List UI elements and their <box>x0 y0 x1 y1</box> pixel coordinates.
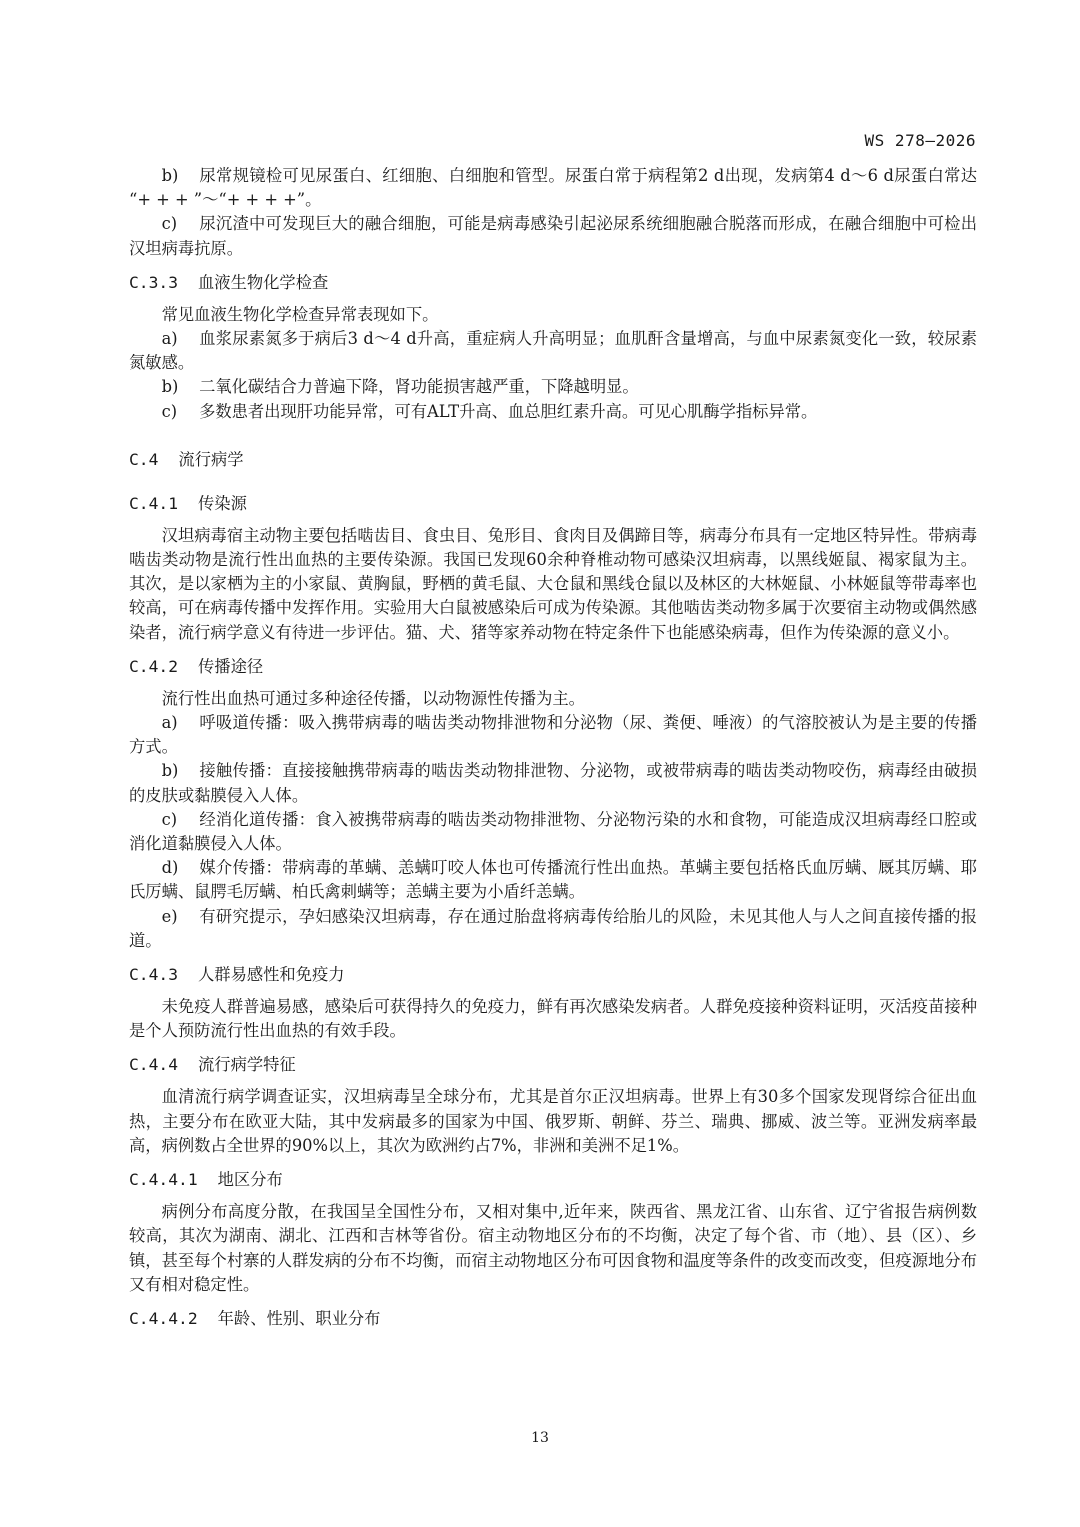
list-item <box>129 905 977 953</box>
paragraph: 汉坦病毒宿主动物主要包括啮齿目、食虫目、兔形目、食肉目及偶蹄目等，病毒分布具有一定地区特异性。带病毒啮齿类动物是流行性出血热的主要传染源。我国已发现60余种脊椎动物可感染汉坦病毒，以黑线姬鼠、褐家鼠为主。其次，是以家栖为主的小家鼠、黄胸鼠，野栖的黄毛鼠、大仓鼠和黑线仓鼠以及林区的大林姬鼠、小林姬鼠等带毒率也较高，可在病毒传播中发挥作用。实验用大白鼠被感染后可成为传染源。其他啮齿类动物多属于次要宿主动物或偶然感染者，流行病学意义有待进一步评估。猫、犬、猪等家养动物在特定条件下也能感染病毒，但作为传染源的意义小。 <box>129 525 977 642</box>
section-number: C.4.3 <box>129 965 179 985</box>
section-heading-c44 <box>129 1053 977 1077</box>
list-text: 尿沉渣中可发现巨大的融合细胞，可能是病毒感染引起泌尿系统细胞融合脱落而形成，在融合细胞中可检出汉坦病毒抗原。 <box>129 214 977 258</box>
paragraph: 病例分布高度分散，在我国呈全国性分布，又相对集中,近年来，陕西省、黑龙江省、山东省、辽宁省报告病例数较高，其次为湖南、湖北、江西和吉林等省份。宿主动物地区分布的不均衡，决定了每个省、市（地）、县（区）、乡镇，甚至每个村寨的人群发病的分布不均衡，而宿主动物地区分布可因食物和温度等条件的改变而改变，但疫源地分布又有相对稳定性。 <box>129 1202 977 1294</box>
list-item <box>129 164 977 212</box>
section-title: 传染源 <box>198 493 247 513</box>
list-text: 呼吸道传播：吸入携带病毒的啮齿类动物排泄物和分泌物（尿、粪便、唾液）的气溶胶被认为是主要的传播方式。 <box>129 713 977 757</box>
list-label: e) <box>161 906 178 926</box>
list-text: 血浆尿素氮多于病后3 d～4 d升高，重症病人升高明显；血肌酐含量增高，与血中尿素氮变化一致，较尿素氮敏感。 <box>129 329 977 373</box>
list-text: 经消化道传播：食入被携带病毒的啮齿类动物排泄物、分泌物污染的水和食物，可能造成汉坦病毒经口腔或消化道黏膜侵入人体。 <box>129 809 977 854</box>
paragraph: 未免疫人群普遍易感，感染后可获得持久的免疫力，鲜有再次感染发病者。人群免疫接种资料证明，灭活疫苗接种是个人预防流行性出血热的有效手段。 <box>129 997 977 1041</box>
list-label: b) <box>161 761 179 781</box>
list-item <box>129 375 977 399</box>
section-title: 地区分布 <box>217 1170 283 1190</box>
section-number: C.4.4.2 <box>129 1308 198 1328</box>
page-content <box>129 164 977 1339</box>
paragraph: 血清流行病学调查证实，汉坦病毒呈全球分布，尤其是首尔正汉坦病毒。世界上有30多个国家发现肾综合征出血热，主要分布在欧亚大陆，其中发病最多的国家为中国、俄罗斯、朝鲜、芬兰、瑞典、挪威、波兰等。亚洲发病率最高，病例数占全世界的90%以上，其次为欧洲约占7%，非洲和美洲不足1%。 <box>129 1087 977 1155</box>
paragraph: 流行性出血热可通过多种途径传播，以动物源性传播为主。 <box>161 688 585 708</box>
section-title: 血液生物化学检查 <box>198 272 329 292</box>
list-item <box>129 327 977 375</box>
section-heading-c42 <box>129 655 977 679</box>
page-number: 13 <box>531 1430 549 1446</box>
section-number: C.4.2 <box>129 656 179 676</box>
section-heading-c4 <box>129 448 977 472</box>
list-text: 多数患者出现肝功能异常，可有ALT升高、血总胆红素升高。可见心肌酶学指标异常。 <box>199 401 818 421</box>
list-text: 尿常规镜检可见尿蛋白、红细胞、白细胞和管型。尿蛋白常于病程第2 d出现，发病第4 d～6 d尿蛋白常达 “+ + + ”～“+ + + +”。 <box>129 166 977 210</box>
list-text: 接触传播：直接接触携带病毒的啮齿类动物排泄物、分泌物，或被带病毒的啮齿类动物咬伤，病毒经由破损的皮肤或黏膜侵入人体。 <box>129 761 977 805</box>
section-title: 年龄、性别、职业分布 <box>217 1308 381 1328</box>
section-number: C.4.4.1 <box>129 1170 198 1190</box>
list-item <box>129 400 977 424</box>
section-number: C.4.4 <box>129 1055 179 1075</box>
section-title: 传播途径 <box>198 656 264 676</box>
section-heading-c41 <box>129 492 977 516</box>
list-text: 二氧化碳结合力普遍下降，肾功能损害越严重，下降越明显。 <box>199 377 639 397</box>
list-label: c) <box>161 401 178 421</box>
list-label: a) <box>161 713 178 733</box>
list-label: b) <box>161 166 179 185</box>
section-number: C.4.1 <box>129 493 179 513</box>
list-label: a) <box>161 329 178 349</box>
section-number: C.3.3 <box>129 272 179 292</box>
section-number: C.4 <box>129 449 159 469</box>
list-item <box>129 212 977 260</box>
list-item <box>129 759 977 807</box>
list-item <box>129 808 977 856</box>
section-heading-c33 <box>129 271 977 295</box>
list-label: b) <box>161 377 179 397</box>
section-heading-c442 <box>129 1307 977 1331</box>
list-label: d) <box>161 858 179 878</box>
list-text: 媒介传播：带病毒的革螨、恙螨叮咬人体也可传播流行性出血热。革螨主要包括格氏血厉螨、厩其厉螨、耶氏厉螨、鼠腭毛厉螨、柏氏禽刺螨等；恙螨主要为小盾纤恙螨。 <box>129 858 977 902</box>
paragraph: 常见血液生物化学检查异常表现如下。 <box>161 304 439 324</box>
list-item <box>129 856 977 904</box>
section-title: 流行病学特征 <box>198 1055 296 1075</box>
section-heading-c441 <box>129 1168 977 1192</box>
section-heading-c43 <box>129 963 977 987</box>
list-label: c) <box>161 809 178 829</box>
list-label: c) <box>161 214 178 234</box>
document-code: WS 278—2026 <box>864 131 976 150</box>
section-title: 流行病学 <box>178 449 244 469</box>
list-item <box>129 711 977 759</box>
list-text: 有研究提示，孕妇感染汉坦病毒，存在通过胎盘将病毒传给胎儿的风险，未见其他人与人之间直接传播的报道。 <box>129 906 977 950</box>
section-title: 人群易感性和免疫力 <box>198 965 345 985</box>
